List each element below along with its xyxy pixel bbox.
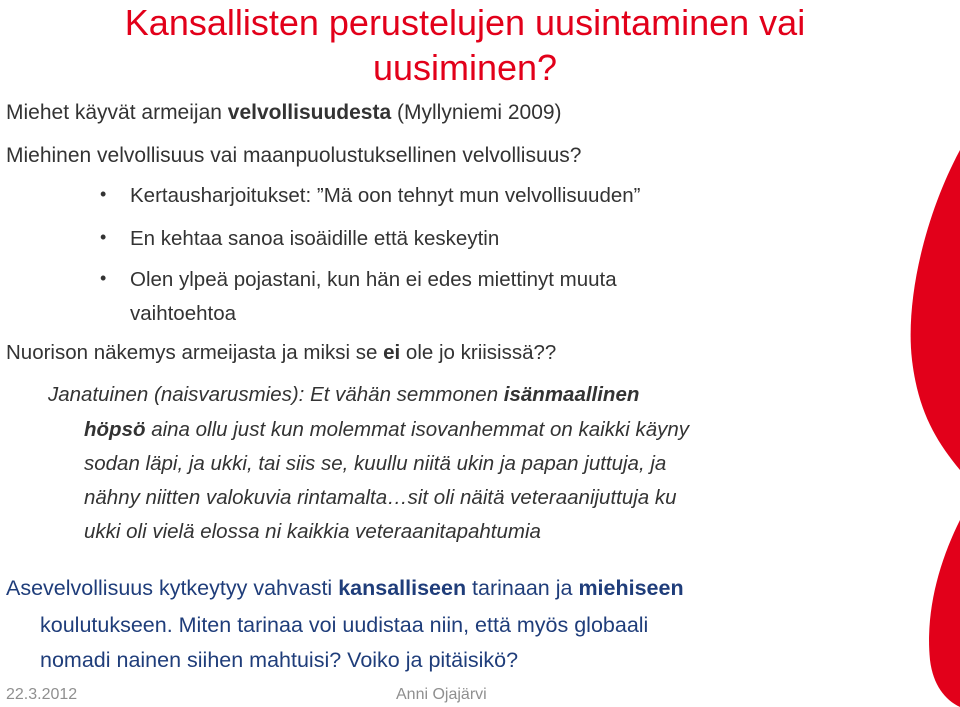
slide-title xyxy=(0,0,930,90)
footer-date: 22.3.2012 xyxy=(6,686,78,703)
paragraph-military-duty: Miehet käyvät armeijan velvollisuudesta (Myllyniemi 2009) xyxy=(6,101,562,124)
title-line-1: Kansallisten perustelujen uusintaminen vai xyxy=(124,2,806,43)
paragraph-duty-question: Miehinen velvollisuus vai maanpuolustuksellinen velvollisuus? xyxy=(6,144,582,167)
quote-line: höpsö aina ollu just kun molemmat isovanhemmat on kaikki käyny xyxy=(84,418,689,441)
title-line-2: uusiminen? xyxy=(372,47,558,88)
footer-author: Anni Ojajärvi xyxy=(396,686,487,703)
quote-line: nähny niitten valokuvia rintamalta…sit oli näitä veteraanijuttuja ku xyxy=(84,486,677,509)
paragraph-youth-view: Nuorison näkemys armeijasta ja miksi se ei ole jo kriisissä?? xyxy=(6,341,557,364)
quote-line: sodan läpi, ja ukki, tai siis se, kuullu niitä ukin ja papan juttuja, ja xyxy=(84,452,667,475)
conclusion-line: koulutukseen. Miten tarinaa voi uudistaa niin, että myös globaali xyxy=(40,613,649,637)
quote-line: Janatuinen (naisvarusmies): Et vähän semmonen isänmaallinen xyxy=(48,383,640,406)
bullet-dot-icon: • xyxy=(100,227,107,247)
quote-line: ukki oli vielä elossa ni kaikkia veteraanitapahtumia xyxy=(84,520,541,543)
bullet-dot-icon: • xyxy=(100,184,107,204)
conclusion-line: Asevelvollisuus kytkeytyy vahvasti kansalliseen tarinaan ja miehiseen xyxy=(6,576,684,600)
conclusion-line: nomadi nainen siihen mahtuisi? Voiko ja pitäisikö? xyxy=(40,648,519,672)
bullet-dot-icon: • xyxy=(100,268,107,288)
